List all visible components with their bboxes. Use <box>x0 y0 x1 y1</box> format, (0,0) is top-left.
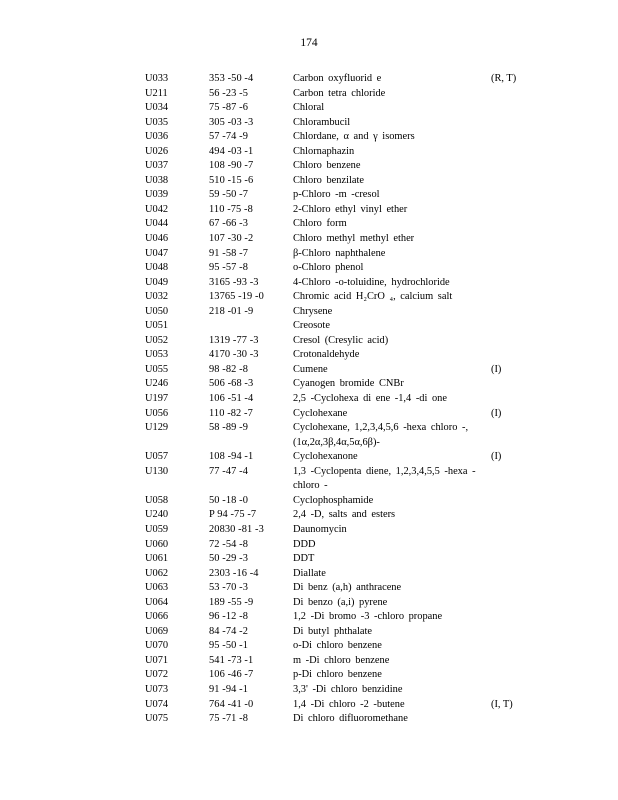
chemical-name: Chloro benzilate <box>293 174 364 186</box>
chemical-name: DDT <box>293 553 315 565</box>
page-number: 174 <box>300 37 318 49</box>
table-row <box>0 87 618 102</box>
hazard-code: (I, T) <box>491 698 513 710</box>
waste-code: U246 <box>145 378 169 390</box>
cas-number: 91 -58 -7 <box>209 247 248 259</box>
waste-code: U046 <box>145 233 169 245</box>
waste-code: U066 <box>145 611 169 623</box>
chemical-name: DDD <box>293 538 316 550</box>
chemical-name: Diallate <box>293 567 326 579</box>
chemical-name: Cyclohexane, 1,2,3,4,5,6 -hexa chloro -, (1α,2α,3β,4α,5α,6β)- <box>293 422 469 448</box>
table-row <box>0 261 618 276</box>
waste-code: U051 <box>145 320 169 332</box>
chemical-name: Cyanogen bromide CNBr <box>293 378 404 390</box>
waste-code: U033 <box>145 73 169 84</box>
chemical-name: 1,3 -Cyclopenta diene, 1,2,3,4,5,5 -hexa - chloro - <box>293 465 476 492</box>
table-row <box>0 217 618 232</box>
chemical-name: 2,5 -Cyclohexa di ene -1,4 -di one <box>293 393 447 405</box>
waste-code: U071 <box>145 654 169 666</box>
cas-number: 108 -94 -1 <box>209 451 254 463</box>
cas-number: 764 -41 -0 <box>209 698 254 710</box>
chemical-name: Di benz (a,h) anthracene <box>293 582 402 594</box>
table-row <box>0 159 618 174</box>
waste-code: U075 <box>145 713 169 725</box>
chemical-name: Carbon oxyfluorid e <box>293 73 382 84</box>
cas-number: 96 -12 -8 <box>209 611 248 623</box>
chemical-name: o-Di chloro benzene <box>293 640 382 652</box>
waste-code: U039 <box>145 189 169 201</box>
waste-code: U129 <box>145 422 169 434</box>
cas-number: 510 -15 -6 <box>209 174 254 186</box>
table-row <box>0 392 618 407</box>
chemical-name: Cresol (Cresylic acid) <box>293 334 389 346</box>
waste-code: U057 <box>145 451 169 463</box>
chemical-name: Cyclohexanone <box>293 451 358 463</box>
chemical-name: β-Chloro naphthalene <box>293 247 386 259</box>
cas-number: 58 -89 -9 <box>209 422 248 434</box>
chemical-name: 2-Chloro ethyl vinyl ether <box>293 203 408 215</box>
table-row <box>0 305 618 320</box>
chemical-name: Chlornaphazin <box>293 145 355 157</box>
cas-number: 1319 -77 -3 <box>209 334 259 346</box>
cas-number: 84 -74 -2 <box>209 625 248 637</box>
hazardous-waste-table <box>0 72 618 727</box>
cas-number: 110 -75 -8 <box>209 203 253 215</box>
table-row <box>0 130 618 145</box>
waste-code: U197 <box>145 393 169 405</box>
waste-code: U037 <box>145 160 169 172</box>
table-row <box>0 552 618 567</box>
hazard-code: (I) <box>491 363 502 375</box>
waste-code: U063 <box>145 582 169 594</box>
chemical-name: Daunomycin <box>293 523 347 535</box>
cas-number: 77 -47 -4 <box>209 465 248 477</box>
chemical-name: m -Di chloro benzene <box>293 654 390 666</box>
hazard-code: (R, T) <box>491 73 517 84</box>
waste-code: U042 <box>145 203 169 215</box>
waste-code: U064 <box>145 596 169 608</box>
cas-number: 50 -18 -0 <box>209 494 248 506</box>
table-row <box>0 698 618 713</box>
cas-number: 106 -46 -7 <box>209 669 254 681</box>
hazard-code: (I) <box>491 407 502 419</box>
table-row <box>0 625 618 640</box>
table-row <box>0 188 618 203</box>
chemical-name: Chlorambucil <box>293 116 351 128</box>
table-row <box>0 639 618 654</box>
chemical-name: Carbon tetra chloride <box>293 87 386 99</box>
table-row <box>0 494 618 509</box>
table-row <box>0 348 618 363</box>
cas-number: 72 -54 -8 <box>209 538 248 550</box>
table-row <box>0 421 618 450</box>
cas-number: 107 -30 -2 <box>209 233 254 245</box>
cas-number: 218 -01 -9 <box>209 305 254 317</box>
table-row <box>0 668 618 683</box>
chemical-name: 1,4 -Di chloro -2 -butene <box>293 698 405 710</box>
chemical-name: Chrysene <box>293 305 333 317</box>
cas-number: 75 -71 -8 <box>209 713 248 725</box>
cas-number: 541 -73 -1 <box>209 654 254 666</box>
table-row <box>0 610 618 625</box>
chemical-name: 1,2 -Di bromo -3 -chloro propane <box>293 611 443 623</box>
chemical-name: Cyclohexane <box>293 407 348 419</box>
cas-number: 20830 -81 -3 <box>209 523 264 535</box>
table-row <box>0 174 618 189</box>
waste-code: U032 <box>145 291 169 303</box>
table-row <box>0 377 618 392</box>
chemical-name: Creosote <box>293 320 330 332</box>
chemical-name: Cumene <box>293 363 328 375</box>
cas-number: 13765 -19 -0 <box>209 291 264 303</box>
cas-number: 67 -66 -3 <box>209 218 248 230</box>
table-row <box>0 712 618 727</box>
waste-code: U044 <box>145 218 169 230</box>
waste-code: U049 <box>145 276 169 288</box>
table-row <box>0 654 618 669</box>
waste-code: U048 <box>145 262 169 274</box>
cas-number: 50 -29 -3 <box>209 553 248 565</box>
table-row <box>0 508 618 523</box>
table-row <box>0 203 618 218</box>
cas-number: 108 -90 -7 <box>209 160 254 172</box>
waste-code: U073 <box>145 683 169 695</box>
chemical-name: Chloral <box>293 102 325 114</box>
table-row <box>0 567 618 582</box>
table-row <box>0 363 618 378</box>
waste-code: U062 <box>145 567 169 579</box>
waste-code: U038 <box>145 174 169 186</box>
cas-number: 95 -57 -8 <box>209 262 248 274</box>
cas-number: 4170 -30 -3 <box>209 349 259 361</box>
chemical-name: 4-Chloro -o-toluidine, hydrochloride <box>293 276 450 288</box>
waste-code: U072 <box>145 669 169 681</box>
waste-code: U061 <box>145 553 169 565</box>
cas-number: 95 -50 -1 <box>209 640 248 652</box>
waste-code: U047 <box>145 247 169 259</box>
chemical-name: p-Chloro -m -cresol <box>293 189 380 201</box>
cas-number: 75 -87 -6 <box>209 102 248 114</box>
chemical-name: Di chloro difluoromethane <box>293 713 408 725</box>
waste-code: U058 <box>145 494 169 506</box>
waste-code: U059 <box>145 523 169 535</box>
table-row <box>0 145 618 160</box>
cas-number: 106 -51 -4 <box>209 393 254 405</box>
cas-number: P 94 -75 -7 <box>209 509 257 521</box>
chemical-name: Chloro benzene <box>293 160 361 172</box>
waste-code: U070 <box>145 640 169 652</box>
cas-number: 2303 -16 -4 <box>209 567 259 579</box>
table-row <box>0 101 618 116</box>
cas-number: 91 -94 -1 <box>209 683 248 695</box>
table-row <box>0 276 618 291</box>
table-row <box>0 523 618 538</box>
chemical-name: Di benzo (a,i) pyrene <box>293 596 388 608</box>
waste-code: U240 <box>145 509 169 521</box>
table-row <box>0 319 618 334</box>
waste-code: U211 <box>145 87 168 99</box>
waste-code: U055 <box>145 363 169 375</box>
cas-number: 189 -55 -9 <box>209 596 254 608</box>
cas-number: 353 -50 -4 <box>209 73 254 84</box>
cas-number: 305 -03 -3 <box>209 116 254 128</box>
cas-number: 98 -82 -8 <box>209 363 248 375</box>
table-row <box>0 596 618 611</box>
cas-number: 494 -03 -1 <box>209 145 254 157</box>
chemical-name: o-Chloro phenol <box>293 262 364 274</box>
cas-number: 110 -82 -7 <box>209 407 253 419</box>
waste-code: U053 <box>145 349 169 361</box>
cas-number: 56 -23 -5 <box>209 87 248 99</box>
chemical-name: 2,4 -D, salts and esters <box>293 509 396 521</box>
table-row <box>0 407 618 422</box>
chemical-name: Cyclophosphamide <box>293 494 374 506</box>
table-row <box>0 450 618 465</box>
waste-code: U050 <box>145 305 169 317</box>
cas-number: 3165 -93 -3 <box>209 276 259 288</box>
waste-code: U056 <box>145 407 169 419</box>
waste-code: U036 <box>145 131 169 143</box>
hazard-code: (I) <box>491 451 502 463</box>
waste-code: U069 <box>145 625 169 637</box>
waste-code: U026 <box>145 145 169 157</box>
table-row <box>0 465 618 494</box>
chemical-name: Chloro methyl methyl ether <box>293 233 415 245</box>
chemical-name: Crotonaldehyde <box>293 349 360 361</box>
chemical-name: Chromic acid H₂CrO ₄, calcium salt <box>293 291 453 303</box>
waste-code: U060 <box>145 538 169 550</box>
waste-code: U074 <box>145 698 169 710</box>
table-row <box>0 538 618 553</box>
waste-code: U052 <box>145 334 169 346</box>
cas-number: 57 -74 -9 <box>209 131 248 143</box>
cas-number: 53 -70 -3 <box>209 582 248 594</box>
table-row <box>0 581 618 596</box>
cas-number: 59 -50 -7 <box>209 189 248 201</box>
chemical-name: Chloro form <box>293 218 347 230</box>
table-row <box>0 116 618 131</box>
table-row <box>0 72 618 87</box>
cas-number: 506 -68 -3 <box>209 378 254 390</box>
table-row <box>0 247 618 262</box>
chemical-name: Di butyl phthalate <box>293 625 373 637</box>
chemical-name: Chlordane, α and γ isomers <box>293 131 415 143</box>
table-row <box>0 232 618 247</box>
waste-code: U130 <box>145 465 169 477</box>
waste-code: U034 <box>145 102 169 114</box>
waste-code: U035 <box>145 116 169 128</box>
table-row <box>0 683 618 698</box>
table-row <box>0 290 618 305</box>
chemical-name: 3,3' -Di chloro benzidine <box>293 683 403 695</box>
chemical-name: p-Di chloro benzene <box>293 669 382 681</box>
table-row <box>0 334 618 349</box>
